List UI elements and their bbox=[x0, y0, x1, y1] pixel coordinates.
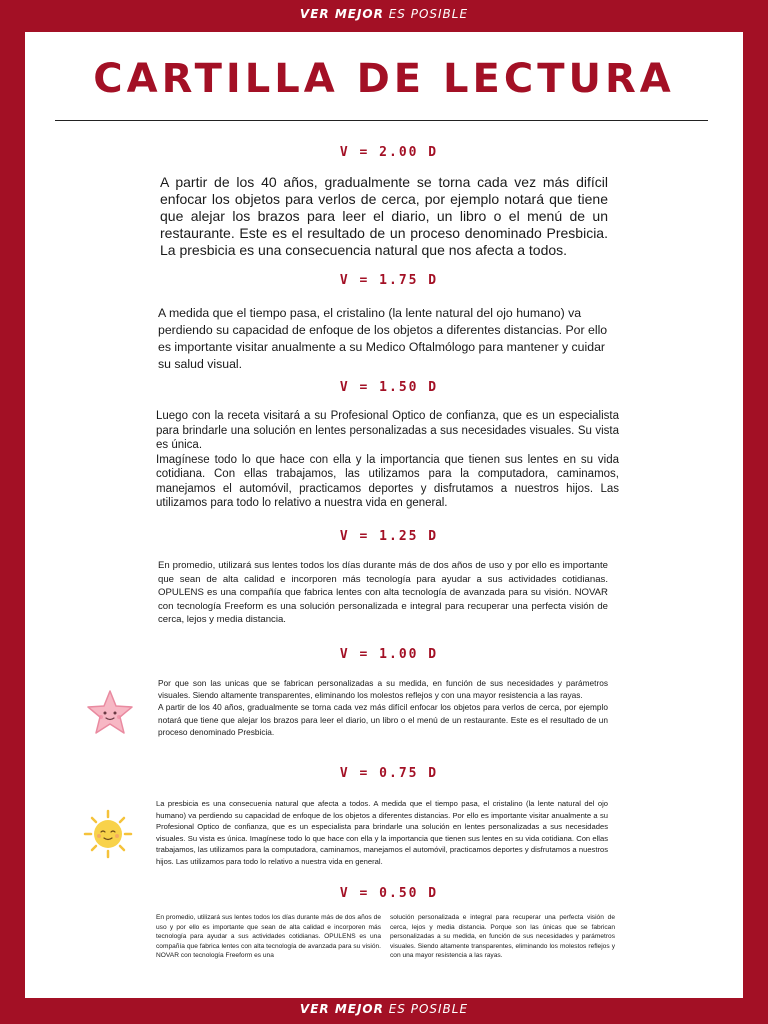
heading-0-50: V = 0.50 D bbox=[339, 886, 439, 901]
title-divider bbox=[55, 120, 708, 121]
text-block: A partir de los 40 años, gradualmente se torna cada vez más difícil enfocar los objetos para verlos de cerca, por ejemplo notará que tiene que alejar los brazos para leer el diario, un libro o el menú de un restaurante. Este es el resultado de un proceso denominado Presbicia. bbox=[158, 702, 608, 737]
paragraph-0-50-left bbox=[156, 913, 381, 961]
paragraph-0-50-right bbox=[390, 913, 615, 961]
heading-2-00: V = 2.00 D bbox=[339, 145, 439, 160]
heading-1-25: V = 1.25 D bbox=[339, 529, 439, 544]
banner-strong: VER MEJOR bbox=[299, 1002, 384, 1016]
paragraph-2-00 bbox=[160, 174, 608, 259]
reading-card bbox=[25, 32, 743, 998]
top-banner bbox=[0, 7, 768, 21]
text-block: Imagínese todo lo que hace con ella y la importancia que tienen sus lentes en su vida cotidiana. Con ellas trabajamos, las utilizamos para la computadora, caminamos, manejamos el automóvil, practicamos deportes y disfrutamos a nuestros hijos. Las utilizamos para todo lo relativo a nuestra vida en general. bbox=[156, 453, 619, 509]
bottom-banner bbox=[0, 1002, 768, 1016]
heading-1-00: V = 1.00 D bbox=[339, 647, 439, 662]
text-block: En promedio, utilizará sus lentes todos los días durante más de dos años de uso y por ello es importante que sean de alta calidad e incorporen más tecnología para ayudar a sus actividades cotidianas. OPULENS es una compañía que fabrica lentes con alta tecnología de avanzada para su visión. NOVAR con tecnología Freeform es una bbox=[156, 914, 381, 960]
text-block: En promedio, utilizará sus lentes todos los días durante más de dos años de uso y por ello es importante que sean de alta calidad e incorporen más tecnología para ayudar a sus actividades cotidianas. OPULENS es una compañía que fabrica lentes con alta tecnología de avanzada para su visión. NOVAR con tecnología Freeform es una solución personalizada e integral para recuperar una perfecta visión de cerca, lejos y media distancia. bbox=[158, 560, 608, 625]
smiling-star-icon bbox=[85, 688, 135, 738]
smiling-sun-icon bbox=[83, 809, 133, 859]
paragraph-0-75 bbox=[156, 798, 608, 868]
text-block: Luego con la receta visitará a su Profesional Optico de confianza, que es un especialista para brindarle una solución en lentes personalizadas a sus necesidades visuales. Su vista es única. bbox=[156, 410, 619, 451]
paragraph-1-00 bbox=[158, 677, 608, 738]
paragraph-1-25 bbox=[158, 559, 608, 627]
banner-light: ES POSIBLE bbox=[388, 7, 469, 21]
heading-1-50: V = 1.50 D bbox=[339, 380, 439, 395]
banner-light: ES POSIBLE bbox=[388, 1002, 469, 1016]
text-block: La presbicia es una consecuenia natural que afecta a todos. A medida que el tiempo pasa, el cristalino (la lente natural del ojo humano) va perdiendo su capacidad de enfoque de los objetos a diferentes distancias. Por ello es importante visitar anualmente a su Profesional Optico de confianza, que es un especialista para brindarle una solución en lentes personalizadas a sus necesidades visuales. Su vista es única. Imagínese todo lo que hace con ella y la importancia que tienen sus lentes en su vida cotidiana. Con ellas trabajamos, las utilizamos para la computadora, caminamos, manejamos el automóvil, practicamos deportes y disfrutamos a nuestros hijos. Las utilizamos para todo lo relativo a nuestra vida en general. bbox=[156, 799, 608, 866]
page-title: CARTILLA DE LECTURA bbox=[93, 56, 675, 102]
paragraph-1-50 bbox=[156, 409, 619, 511]
banner-strong: VER MEJOR bbox=[299, 7, 384, 21]
paragraph-1-75 bbox=[158, 305, 610, 373]
text-block: solución personalizada e integral para recuperar una perfecta visión de cerca, lejos y media distancia. Porque son las únicas que se fabrican personalizadas a su medida, en función de sus necesidades y parámetros visuales. Siendo altamente transparentes, eliminando los molestos reflejos y con una mayor resistencia a las rayas. bbox=[390, 914, 615, 960]
text-block: A partir de los 40 años, gradualmente se torna cada vez más difícil enfocar los objetos para verlos de cerca, por ejemplo notará que tiene que alejar los brazos para leer el diario, un libro o el menú de un restaurante. Este es el resultado de un proceso denominado Presbicia. La presbicia es una consecuencia natural que nos afecta a todos. bbox=[160, 174, 608, 258]
text-block: A medida que el tiempo pasa, el cristalino (la lente natural del ojo humano) va perdiendo su capacidad de enfoque de los objetos a diferentes distancias. Por ello es importante visitar anualmente a su Medico Oftalmólogo para mantener y cuidar su salud visual. bbox=[158, 306, 608, 371]
heading-0-75: V = 0.75 D bbox=[339, 766, 439, 781]
heading-1-75: V = 1.75 D bbox=[339, 273, 439, 288]
text-block: Por que son las unicas que se fabrican personalizadas a su medida, en función de sus necesidades y parámetros visuales. Siendo altamente transparentes, eliminando los molestos reflejos y con una mayor resistencia a las rayas. bbox=[158, 678, 608, 701]
